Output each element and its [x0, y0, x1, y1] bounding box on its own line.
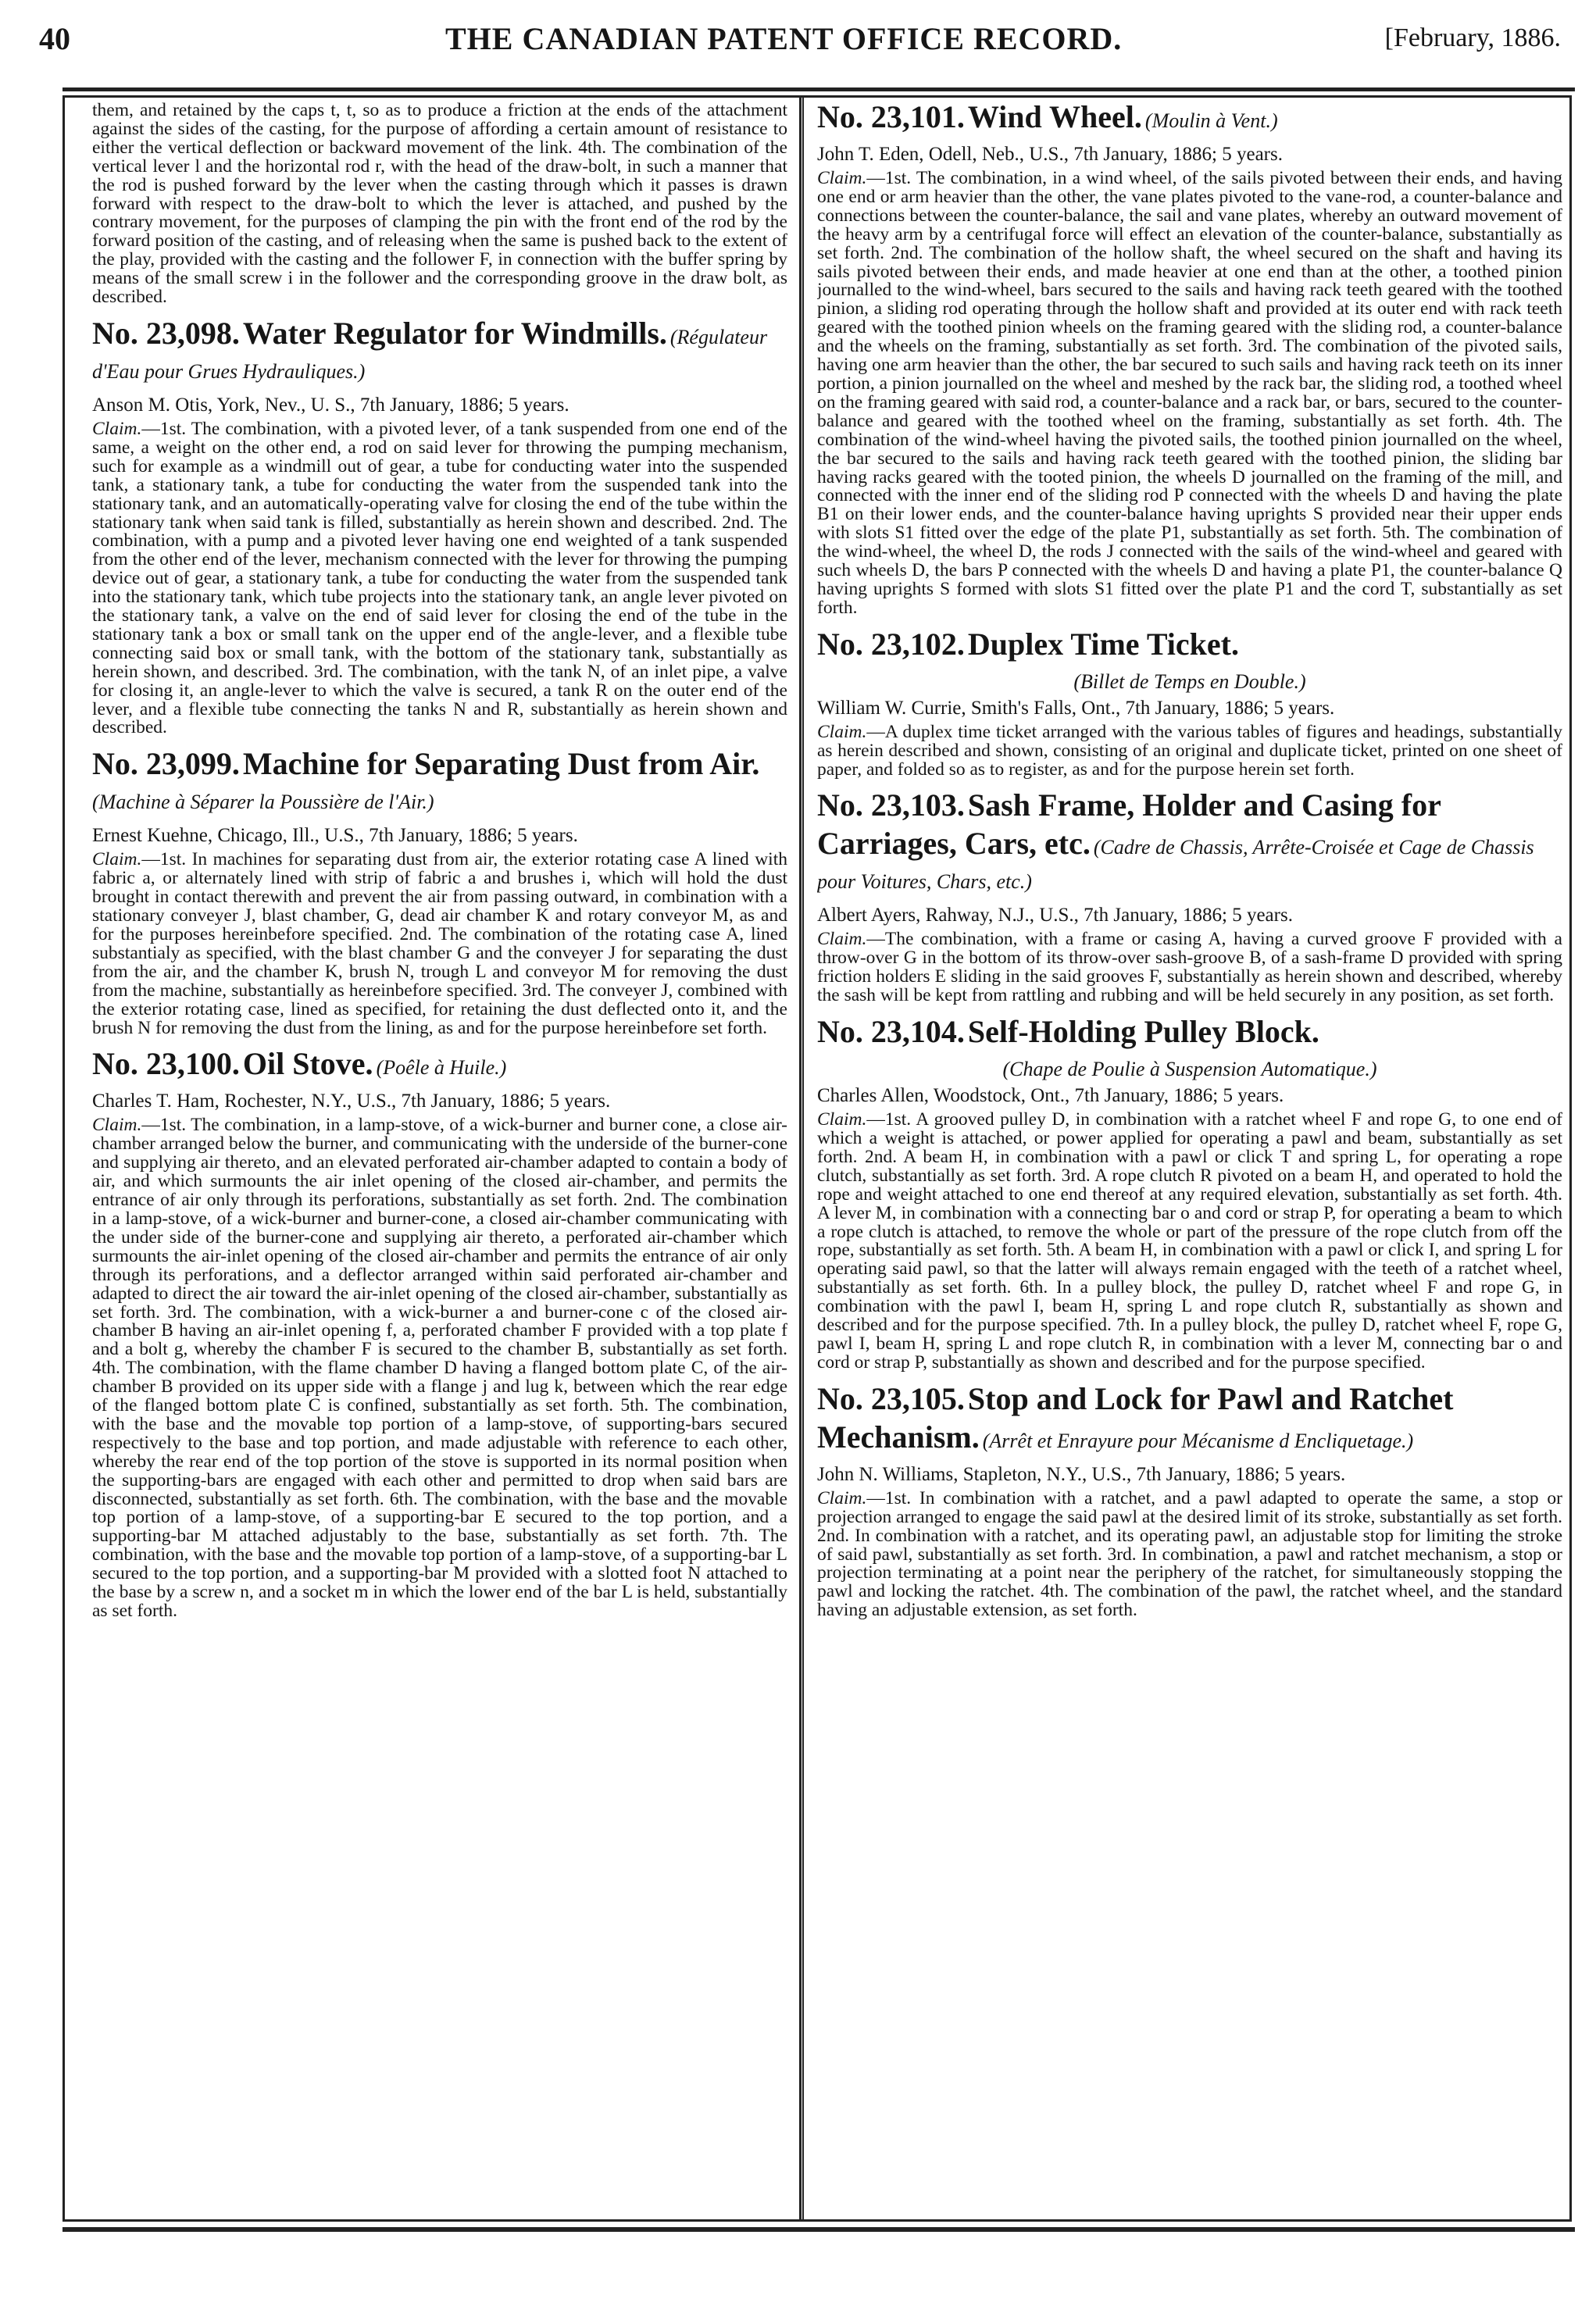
patent-french-title: (Moulin à Vent.): [1144, 109, 1278, 132]
issue-date: [February, 1886.: [1384, 23, 1561, 52]
patent-entry-23105: [817, 1380, 1562, 1621]
claim-text: —1st. In machines for separating dust from air, the exterior rotating case A lined with fabric a, or alternately lined with strip of fabric a and brushes i, which will hold the dust brought in contact therewith and prevent the air from passing outward, in combination with a stationary conveyer J, blast chamber, G, dead air chamber K and rotary conveyor M, as and for the purposes hereinbefore specified. 2nd. The combination of the rotating case A, lined substantialy as specified, with the blast chamber G and the conveyer J for separating the dust from the air, and the chamber K, brush N, trough L and conveyor M for removing the dust from the machine, substantially as hereinbefore specified. 3rd. The conveyer J, combined with the exterior rotating case, lined as specified, for retaining the dust deflected onto it, and the brush N for removing the dust from the lining, as and for the purpose hereinbefore set forth.: [92, 849, 787, 1038]
claim-text: —1st. The combination, in a lamp-stove, of a wick-burner and burner cone, a close air-chamber arranged below the burner, and communicating with the underside of the burner-cone and supplying air thereto, and an elevated perforated air-chamber adapted to contain a body of air, and which surmounts the air inlet opening of the closed air-chamber, and permits the entrance of air only through its perforations, substantially as set forth. 2nd. The combination in a lamp-stove, of a wick-burner and burner-cone, a closed air-chamber communicating with the under side of the burner-cone and supplying air thereto, a perforated air-chamber which surmounts the air-inlet opening of the closed air-chamber and permits the entrance of air only through its perforations, and a deflector arranged within said perforated air-chamber and adapted to direct the air toward the air-inlet opening of the closed air-chamber, substantially as set forth. 3rd. The combination, with a wick-burner a and burner-cone c of the closed air-chamber B having an air-inlet opening f, a, perforated chamber F provided with a top plate f and a bolt g, whereby the chamber F is secured to the chamber B, substantially as set forth. 4th. The combination, with the flame chamber D having a flanged bottom plate C, of the air-chamber B provided on its upper side with a flange j and lug k, between which the rear edge of the flanged bottom plate C is confined, substantially as set forth. 5th. The combination, with the base and the movable top portion of a lamp-stove, of supporting-bars secured respectively to the base and top portion, and made adjustable with reference to each other, whereby the rear end of the top portion of the stove is supported in its normal position when the supporting-bars are engaged with each other and permitted to drop when said bars are disconnected, substantially as set forth. 6th. The combination, with the base and the movable top portion of a lamp-stove, of a supporting-bar E secured to the top portion, and a supporting-bar M attached adjustably to the base, substantially as set forth. 7th. The combination, with the base and the movable top portion of a lamp-stove, of a supporting-bar L secured to the top portion, and a supporting-bar M provided with a slotted foot N attached to the base by a screw n, and a socket m in which the lower end of the bar L is held, substantially as set forth.: [92, 1115, 787, 1621]
patent-inventor: Charles Allen, Woodstock, Ont., 7th January, 1886; 5 years.: [817, 1085, 1284, 1107]
continuation-text: them, and retained by the caps t, t, so as to produce a friction at the ends of the attachment against the sides of the casting, for the purpose of affording a certain amount of resistance to either the vertical deflection or backward movement of the link. 4th. The combination of the vertical lever l and the horizontal rod r, with the head of the draw-bolt, in such a manner that the rod is pushed forward by the lever when the casting through which it passes is drawn forward with respect to the draw-bolt to which the lever is attached, and pushed by the contrary movement, for the purposes of clamping the pin with the front end of the rod by the forward position of the casting, and of releasing when the same is pushed back to the extent of the play, provided with the casting and the follower F, in connection with the buffer spring by means of the small screw i in the follower and the corresponding groove in the draw bolt, as described.: [92, 102, 787, 308]
claim-label: Claim.: [92, 849, 142, 870]
patent-french-title: (Machine à Séparer la Poussière de l'Air.): [92, 791, 434, 814]
patent-number: No. 23,101.: [817, 102, 965, 134]
claim-text: —1st. A grooved pulley D, in combination with a ratchet wheel F and rope G, to one end of which a weight is attached, or power applied for operating a pawl and beam, substantially as set forth. 2nd. A beam H, in combination with a pawl or click T and spring L, for operating a rope clutch, substantially as set forth. 3rd. A rope clutch R pivoted on a beam H, and operated to hold the rope and weight attached to one end thereof at any required elevation, substantially as set forth. 4th. A lever M, in combination with a connecting bar o and cord or strap P, for operating a beam to which a rope clutch is attached, to remove the whole or part of the pressure of the rope clutch from off the rope, substantially as set forth. 5th. A beam H, in combination with a pawl or click I, and spring L for operating said pawl, so that the latter will always remain engaged with the teeth of a ratchet wheel, substantially as set forth. 6th. In a pulley block, the pulley D, ratchet wheel F and rope G, in combination with the pawl I, beam H, spring L and rope clutch R, substantially as shown and described and for the purpose specified. 7th. In a pulley block, the pulley D, ratchet wheel F, rope G, pawl I, beam H, spring L and rope clutch R, in combination with a lever M, connecting bar o and cord or strap P, substantially as shown and described and for the purpose specified.: [817, 1109, 1562, 1373]
top-rule: [62, 87, 1575, 91]
patent-title: Oil Stove.: [242, 1046, 373, 1082]
column-divider: [799, 95, 804, 2222]
page-header: [0, 0, 1596, 72]
patent-number: No. 23,105.: [817, 1380, 965, 1416]
patent-claim: [92, 420, 787, 737]
patent-title: Duplex Time Ticket.: [967, 626, 1239, 662]
claim-text: —A duplex time ticket arranged with the various tables of figures and headings, substantially as herein described and shown, consisting of an original and duplicate ticket, printed on one sheet of paper, and folded so as to register, as and for the purpose herein set forth.: [817, 721, 1562, 780]
patent-number: No. 23,102.: [817, 626, 965, 662]
patent-entry-23100: [92, 1048, 787, 1620]
patent-entry-23103: [817, 787, 1562, 1006]
patent-entry-23101: [817, 102, 1562, 618]
patent-claim: [817, 170, 1562, 618]
page-number: 40: [39, 21, 70, 56]
patent-inventor: John T. Eden, Odell, Neb., U.S., 7th January, 1886; 5 years.: [817, 144, 1283, 165]
claim-text: —1st. The combination, with a pivoted lever, of a tank suspended from one end of the same, a weight on the other end, a rod on said lever for throwing the pumping mechanism, such for example as a windmill out of gear, a tube for conducting water into the suspended tank, a stationary tank, a tube for conducting the water from the suspended tank into the stationary tank, and an automatically-operating valve for closing the end of the tube within the stationary tank when said tank is filled, substantially as herein shown and described. 2nd. The combination, with a pump and a pivoted lever having one end weighted of a tank suspended from the other end of the lever, mechanism connected with the lever for throwing the pumping device out of gear, a stationary tank, a tube for conducting the water from the suspended tank into the stationary tank, which tube projects into the stationary tank, an angle lever pivoted on the stationary tank, a valve on the end of said lever for closing the end of the tube in the stationary tank a box or small tank on the upper end of the angle-lever, and a flexible tube connecting said box or small tank, with the bottom of the stationary tank, substantially as herein shown, and described. 3rd. The combination, with the tank N, of an inlet pipe, a valve for closing it, an angle-lever to which the valve is secured, a tank R on the outer end of the lever, and a flexible tube connecting the tanks N and R, substantially as herein shown and described.: [92, 418, 787, 738]
claim-label: Claim.: [817, 168, 867, 188]
patent-inventor: Charles T. Ham, Rochester, N.Y., U.S., 7th January, 1886; 5 years.: [92, 1091, 611, 1112]
patent-inventor: John N. Williams, Stapleton, N.Y., U.S., 7th January, 1886; 5 years.: [817, 1463, 1346, 1485]
patent-number: No. 23,104.: [817, 1014, 965, 1050]
claim-text: —1st. In combination with a ratchet, and a pawl adapted to operate the same, a stop or projection arranged to engage the said pawl at the desired limit of its stroke, substantially as set forth. 2nd. In combination with a ratchet, and its operating pawl, an adjustable stop for limiting the stroke of said pawl, substantially as set forth. 3rd. In combination, a pawl and ratchet mechanism, a stop or projection terminating at a point near the periphery of the ratchet, for simultaneously stopping the pawl and locking the ratchet. 4th. The combination of the pawl, the ratchet wheel, and the standard having an adjustable extension, as set forth.: [817, 1487, 1562, 1621]
patent-claim: [817, 1111, 1562, 1373]
claim-label: Claim.: [817, 1109, 867, 1130]
patent-claim: [817, 723, 1562, 780]
journal-title: THE CANADIAN PATENT OFFICE RECORD.: [445, 21, 1123, 56]
claim-label: Claim.: [817, 1487, 867, 1508]
patent-french-title: (Billet de Temps en Double.): [1073, 669, 1306, 693]
patent-claim: [817, 930, 1562, 1005]
patent-entry-23099: [92, 748, 787, 1037]
bottom-rule: [62, 2227, 1575, 2232]
patent-number: No. 23,100.: [92, 1046, 240, 1082]
patent-entry-23104: [817, 1016, 1562, 1373]
patent-title: Self-Holding Pulley Block.: [967, 1014, 1319, 1050]
patent-number: No. 23,103.: [817, 787, 965, 823]
patent-french-title: (Arrêt et Enrayure pour Mécanisme d Encliquetage.): [982, 1429, 1414, 1452]
patent-number: No. 23,098.: [92, 315, 240, 351]
patent-entry-23098: [92, 315, 787, 738]
patent-number: No. 23,099.: [92, 746, 240, 782]
claim-text: —1st. The combination, in a wind wheel, of the sails pivoted between their ends, and having one end or arm heavier than the other, the vane plates pivoted to the vane-rod, a counter-balance and connections between the counter-balance, the sail and vane plates, whereby an outward movement of the heavy arm by a centrifugal force will effect an elevation of the counter-balance, substantially as set forth. 2nd. The combination of the hollow shaft, the wheel secured on the shaft and having its sails pivoted between their ends, and made heavier at one end than at the other, a toothed pinion journalled to the wind-wheel, bars secured to the sails and having rack teeth geared with the toothed pinion, a sliding rod operating through the hollow shaft and provided at its outer end with rack teeth geared with the toothed pinion wheels on the framing geared with the sliding rod, a counter-balance and the wheels on the framing, substantially as set forth. 3rd. The combination of the pivoted sails, having one arm heavier than the other, the bar secured to such sails and having rack teeth on its inner portion, a pinion journalled on the wheel and meshed by the rack bar, the sliding rod, a toothed wheel on the framing geared with said rod, a counter-balance and a rack bar, or bars, secured to the counter-balance and geared with the toothed wheel on the framing, substantially as set forth. 4th. The combination of the wind-wheel having the pivoted sails, the toothed pinion journalled on the wheel, the bar secured to the sails and having rack teeth geared with the toothed pinion, the sliding bar having racks geared with the tooted pinion, the wheels D journalled on the framing of the mill, and connected with the inner end of the sliding rod P connected with the wheels D and having the plate B1 on their lower ends, and the counter-balance having uprights S provided near their upper ends with slots S1 fitted over the edge of the plate P1, substantially as set forth. 5th. The combination of the wind-wheel, the wheel D, the rods J connected with the sails of the wind-wheel and geared with such wheels D, the bars P connected with the wheels D and having a plate P1, the counter-balance Q having uprights S formed with slots S1 fitted over the plate P1 and the cord T, substantially as set forth.: [817, 168, 1562, 618]
patent-claim: [92, 851, 787, 1037]
patent-title: Sash Frame, Holder and Casing for Carriages, Cars, etc.: [817, 787, 1441, 862]
patent-title: Stop and Lock for Pawl and Ratchet Mechanism.: [817, 1380, 1454, 1455]
patent-inventor: Albert Ayers, Rahway, N.J., U.S., 7th January, 1886; 5 years.: [817, 905, 1293, 926]
claim-label: Claim.: [92, 418, 142, 439]
claim-label: Claim.: [817, 929, 867, 950]
claim-label: Claim.: [817, 721, 867, 742]
patent-french-title: (Régulateur d'Eau pour Grues Hydrauliques.): [92, 325, 768, 383]
left-column: [92, 102, 787, 2215]
patent-inventor: William W. Currie, Smith's Falls, Ont., 7th January, 1886; 5 years.: [817, 697, 1335, 719]
patent-french-title: (Chape de Poulie à Suspension Automatique.): [1002, 1058, 1377, 1081]
patent-claim: [817, 1487, 1562, 1621]
right-column: [817, 102, 1562, 2215]
patent-inventor: Anson M. Otis, York, Nev., U. S., 7th January, 1886; 5 years.: [92, 394, 569, 416]
patent-french-title: (Cadre de Chassis, Arrête-Croisée et Cage de Chassis pour Voitures, Chars, etc.): [817, 836, 1534, 894]
patent-entry-23102: [817, 626, 1562, 780]
patent-french-title: (Poêle à Huile.): [376, 1056, 507, 1080]
claim-text: —The combination, with a frame or casing A, having a curved groove F provided with a throw-over G in the bottom of its throw-over sash-groove B, of a sash-frame D provided with spring friction holders E sliding in the said grooves F, substantially as herein shown and described, whereby the sash will be kept from rattling and rubbing and will be held securely in any position, as set forth.: [817, 929, 1562, 1006]
claim-label: Claim.: [92, 1115, 142, 1136]
patent-claim: [92, 1116, 787, 1620]
patent-inventor: Ernest Kuehne, Chicago, Ill., U.S., 7th January, 1886; 5 years.: [92, 825, 578, 847]
patent-title: Wind Wheel.: [967, 102, 1142, 134]
patent-title: Water Regulator for Windmills.: [242, 315, 667, 351]
patent-title: Machine for Separating Dust from Air.: [242, 746, 760, 782]
